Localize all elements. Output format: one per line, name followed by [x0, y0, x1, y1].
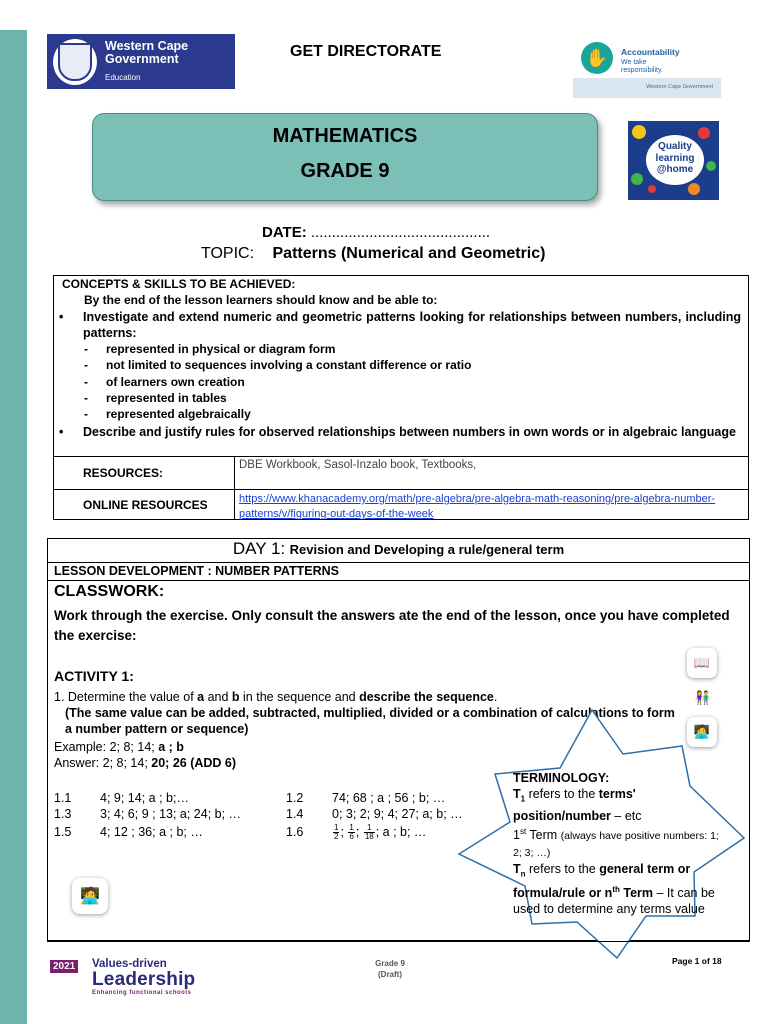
day-label: DAY 1: [232, 539, 286, 558]
khan-academy-link[interactable]: https://www.khanacademy.org/math/pre-algebra/pre-algebra-math-reasoning/pre-algebra-number-patterns/v/figuring-out-days-of-the-week [239, 493, 716, 520]
resources-label: RESOURCES: [83, 466, 164, 480]
subitem-text: represented algebraically [106, 407, 251, 421]
terminology-heading: TERMINOLOGY: [513, 771, 610, 785]
exercise-number: 1.2 [286, 791, 304, 805]
first-term: 1 [513, 827, 520, 842]
left-accent-bar [0, 30, 27, 1024]
question-1 [54, 689, 674, 705]
t1-bold: terms' position/number [513, 787, 636, 823]
concept-subitem: - represented in tables [84, 391, 227, 405]
q1-text: 1. Determine the value of [54, 690, 198, 704]
answer-text: Answer: 2; 8; 14; [54, 756, 152, 770]
footer-grade [370, 958, 410, 980]
example-text: Example: 2; 8; 14; [54, 740, 159, 754]
t1-end: – etc [610, 808, 642, 823]
q1-a: a [197, 690, 205, 704]
concept-bullet-2 [59, 424, 741, 440]
exercise-value: 74; 68 ; a ; 56 ; b; … [332, 791, 446, 805]
fraction: $\frac{1}{2}$ [334, 823, 339, 842]
tn-bold2: Term [619, 886, 654, 901]
tn-symbol: T [513, 861, 521, 876]
lesson-development-heading: LESSON DEVELOPMENT : NUMBER PATTERNS [48, 563, 749, 581]
accountability-sub: We take responsibility. [621, 59, 663, 74]
tn-end: – It can be used to determine any terms value [513, 886, 715, 917]
values-driven-leadership-logo [50, 958, 220, 998]
exercise-number: 1.1 [54, 791, 72, 805]
subitem-text: of learners own creation [106, 375, 245, 389]
activity-heading: ACTIVITY 1: [54, 668, 134, 684]
exercise-number: 1.4 [286, 807, 304, 821]
topic-line [201, 245, 545, 263]
terminology-text [513, 770, 723, 917]
q1-end: . [493, 690, 498, 704]
fraction: $\frac{1}{18}$ [364, 823, 374, 842]
book-icon[interactable]: 📖 [687, 648, 717, 678]
fraction: $\frac{1}{6}$ [349, 823, 354, 842]
bullet-icon: • [59, 425, 64, 439]
concepts-intro: By the end of the lesson learners should know and be able to: [84, 293, 438, 307]
question-1-note: (The same value can be added, subtracted, multiplied, divided or a combination of calculations to form a number pattern or sequence) [65, 706, 675, 736]
day-heading [48, 539, 749, 563]
exercise-value: 4; 12 ; 36; a ; b; … [100, 825, 203, 839]
subitem-text: not limited to sequences involving a constant difference or ratio [106, 358, 472, 372]
classwork-heading: CLASSWORK: [54, 583, 165, 600]
q1-mid: in the sequence and [239, 690, 360, 704]
logo-leadership: Leadership [92, 969, 196, 990]
quality-learning-home-logo [628, 121, 719, 200]
example-bold: a ; b [158, 740, 184, 754]
title-box [92, 113, 598, 201]
footer-draft-text: (Draft) [378, 970, 402, 979]
q1-bold: describe the sequence [359, 690, 494, 704]
concept-subitem: - of learners own creation [84, 375, 245, 389]
page-number: Page 1 of 18 [672, 956, 722, 966]
ql-line-3: @home [656, 164, 694, 175]
grade-title: GRADE 9 [300, 160, 390, 182]
t1-symbol: T [513, 787, 521, 801]
accountability-strip [573, 78, 721, 98]
exercise-value: $\frac{1}{2}$ ; $\frac{1}{6}$ ; $\frac{1}{18}$ ; a ; b; … [334, 823, 427, 842]
classwork-instruction: Work through the exercise. Only consult the answers ate the end of the lesson, once you have completed the exercise: [54, 608, 730, 643]
topic-value: Patterns (Numerical and Geometric) [272, 245, 546, 262]
exercise-rest: ; a ; b; … [375, 825, 427, 839]
logo-line-2: Government [105, 52, 179, 67]
western-cape-government-logo [47, 34, 235, 89]
logo-values: Values-driven [92, 958, 167, 970]
first-small: (always have positive numbers: 1; 2; 3; …) [513, 829, 719, 859]
online-resources-label: ONLINE RESOURCES [83, 498, 208, 512]
concept-bullet-2-text: Describe and justify rules for observed relationships between numbers in own words or in algebraic language [83, 425, 736, 439]
concept-subitem: - represented algebraically [84, 407, 251, 421]
concept-bullet-1-text: Investigate and extend numeric and geometric patterns looking for relationships between numbers, including patterns: [83, 310, 741, 340]
ql-line-2: learning [655, 152, 695, 164]
accountability-logo [573, 42, 721, 98]
coat-of-arms-icon [53, 39, 97, 85]
concepts-table [53, 275, 749, 520]
concept-subitem: - not limited to sequences involving a constant difference or ratio [84, 358, 472, 372]
learner-at-computer-icon[interactable]: 🧑‍💻 [72, 878, 108, 914]
logo-sub: Education [105, 73, 141, 83]
hand-icon: ✋ [581, 42, 613, 74]
concept-subitem: - represented in physical or diagram form [84, 342, 336, 356]
tn-bold: general term or formula/rule or n [513, 861, 691, 901]
resources-row [54, 456, 748, 489]
tn-text: refers to the [525, 861, 600, 876]
answer-line [54, 755, 236, 771]
exercise-number: 1.6 [286, 825, 304, 839]
terminology-first-term [513, 824, 723, 861]
logo-line-1: Western Cape [105, 39, 189, 54]
accountability-title: Accountability [621, 47, 680, 57]
terminology-t1 [513, 786, 723, 824]
first-sup: st [519, 826, 527, 836]
date-label: DATE: [262, 224, 307, 241]
example-line [54, 739, 184, 755]
directorate-heading: GET DIRECTORATE [290, 43, 442, 60]
date-blank: ........................................... [306, 224, 491, 241]
answer-bold: 20; 26 (ADD 6) [151, 756, 237, 770]
subitem-text: represented in tables [106, 391, 227, 405]
learner-icon[interactable]: 🧑‍💻 [687, 717, 717, 747]
tn-sub: n [520, 869, 526, 879]
subitem-text: represented in physical or diagram form [106, 342, 336, 356]
subject-title: MATHEMATICS [272, 125, 418, 147]
exercise-value: 4; 9; 14; a ; b;… [100, 791, 189, 805]
footer-grade-text: Grade 9 [375, 959, 405, 968]
exercise-value: 0; 3; 2; 9; 4; 27; a; b; … [332, 807, 463, 821]
exercise-number: 1.5 [54, 825, 72, 839]
t1-sub: 1 [520, 794, 526, 804]
q1-b: b [231, 690, 240, 704]
t1-text: refers to the [525, 787, 599, 801]
date-field [262, 224, 490, 241]
day-title: Revision and Developing a rule/general term [289, 542, 565, 557]
q1-and: and [204, 690, 232, 704]
tn-sup: th [612, 885, 620, 895]
quality-learning-text [646, 135, 704, 185]
first-rest: Term [526, 827, 561, 842]
people-icon[interactable]: 👫 [690, 685, 716, 711]
exercise-value: 3; 4; 6; 9 ; 13; a; 24; b; … [100, 807, 242, 821]
concepts-heading: CONCEPTS & SKILLS TO BE ACHIEVED: [62, 277, 296, 291]
terminology-tn [513, 861, 723, 918]
logo-tagline: Enhancing functional schools [92, 990, 192, 996]
bullet-icon: • [59, 310, 64, 324]
concept-bullet-1 [59, 309, 741, 341]
exercise-number: 1.3 [54, 807, 72, 821]
topic-label: TOPIC: [201, 245, 255, 262]
logo-year: 2021 [50, 960, 78, 973]
ql-line-1: Quality [658, 141, 692, 152]
online-resources-row [54, 489, 748, 520]
footer-divider [47, 941, 750, 942]
resources-value: DBE Workbook, Sasol-Inzalo book, Textbooks, [239, 459, 477, 471]
accountability-strip-text: Western Cape Government [646, 84, 713, 90]
